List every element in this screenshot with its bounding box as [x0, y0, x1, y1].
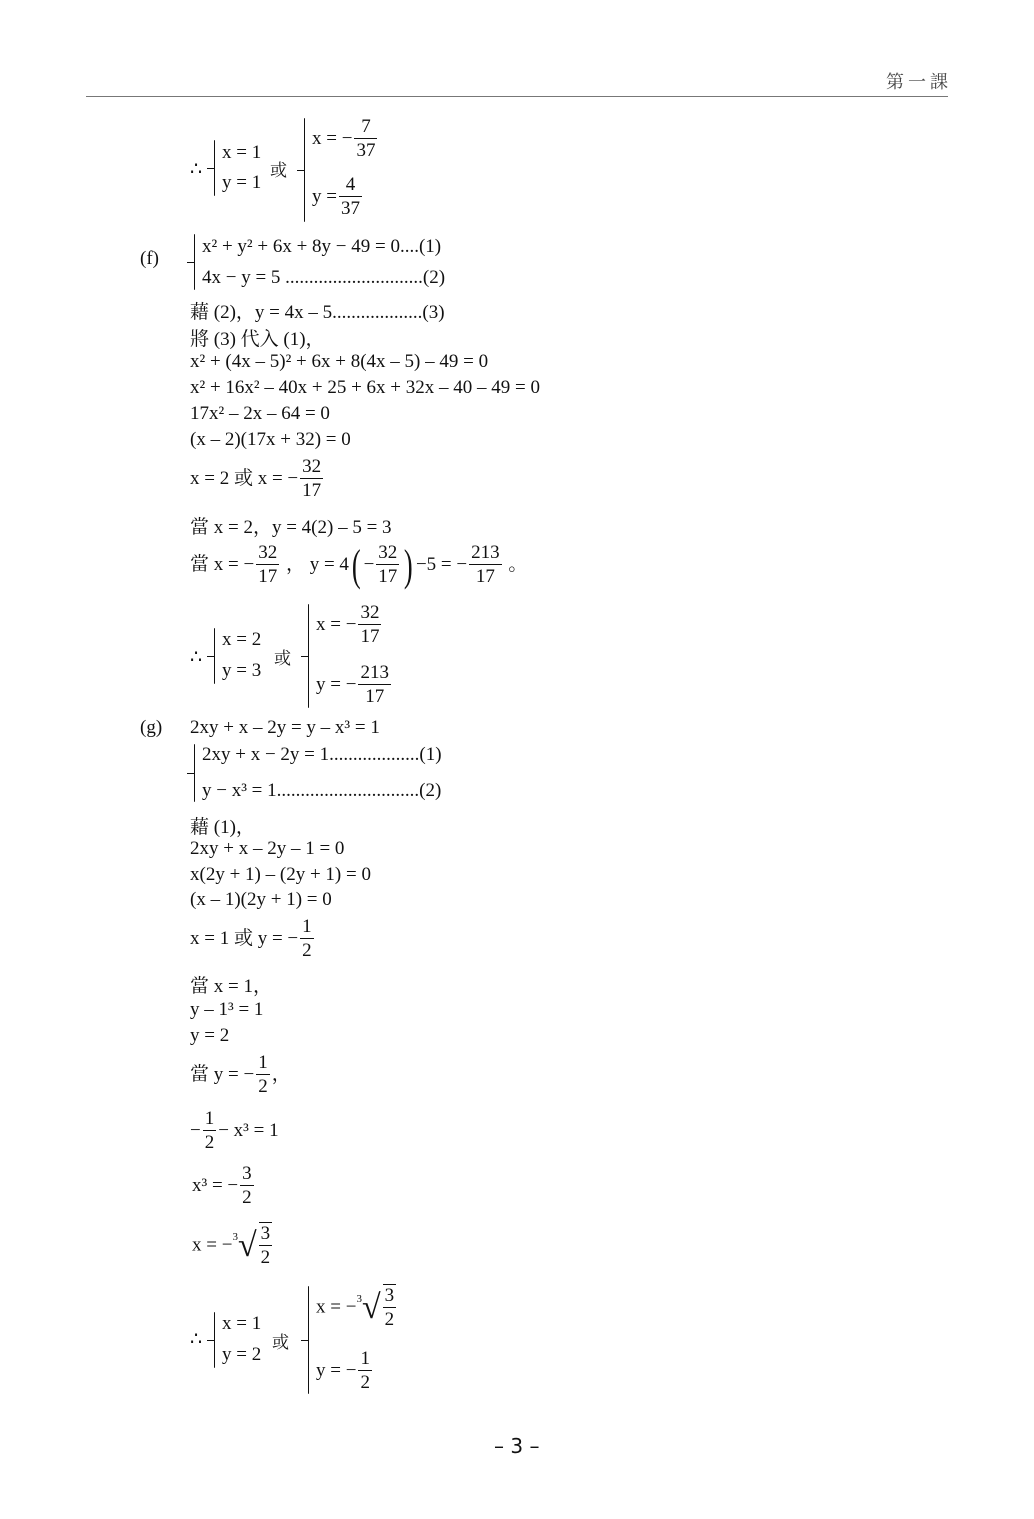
num: 32: [378, 542, 398, 563]
text: − x³ = 1: [218, 1119, 279, 1141]
den: 17: [365, 686, 385, 707]
part-label-f: (f): [140, 248, 159, 269]
fraction: [300, 916, 314, 963]
step-line: 當 x = 1，: [190, 976, 272, 997]
num: 1: [360, 1348, 370, 1369]
den: 2: [360, 1372, 370, 1393]
eq-line: x² + y² + 6x + 8y − 49 = 0....(1): [202, 236, 442, 257]
text: x³ = −: [192, 1174, 239, 1196]
eq-line: [316, 662, 393, 709]
cube-root: [356, 1284, 398, 1332]
eq-line: [312, 174, 364, 221]
eq-line: [316, 1348, 374, 1395]
eq-line: 4x − y = 5 .............................(2): [202, 267, 446, 288]
text: x = −: [316, 613, 357, 635]
page-number: – 3 –: [494, 1434, 540, 1458]
therefore-symbol: ∴: [190, 647, 203, 668]
root-index: 3: [232, 1231, 238, 1244]
text: 。: [508, 553, 528, 575]
brace: [214, 1312, 215, 1368]
num: 1: [302, 916, 312, 937]
step-line: [190, 542, 527, 589]
or-word: 或: [272, 1333, 289, 1353]
text: −: [190, 1119, 201, 1141]
fraction: [240, 1163, 254, 1210]
num: 1: [258, 1052, 268, 1073]
or-word: 或: [274, 649, 291, 669]
brace: [304, 118, 305, 222]
num: 4: [339, 174, 362, 197]
eq-line: [316, 602, 383, 649]
den: 37: [340, 198, 360, 219]
fraction: [383, 1284, 397, 1332]
den: 2: [242, 1187, 252, 1208]
fraction: [300, 456, 323, 503]
fraction: [358, 1348, 372, 1395]
step-line: [190, 916, 316, 963]
paren: (: [351, 540, 361, 590]
step-line: 藉 (1)，: [190, 817, 255, 838]
den: 17: [378, 566, 398, 587]
step-line: 將 (3) 代入 (1)，: [190, 329, 325, 350]
step-line: 17x² – 2x – 64 = 0: [190, 403, 330, 424]
fraction: [339, 174, 362, 221]
fraction: [469, 542, 502, 589]
step-line: 當 x = 2，y = 4(2) – 5 = 3: [190, 517, 392, 538]
step-line: [192, 1222, 274, 1270]
eq-line: x = 1: [222, 1313, 262, 1334]
part-label-g: (g): [140, 717, 163, 738]
num: 32: [360, 602, 380, 623]
text: x = −: [312, 127, 353, 149]
fraction: [376, 542, 399, 589]
or-word: 或: [270, 161, 287, 181]
step-line: x(2y + 1) – (2y + 1) = 0: [190, 864, 371, 885]
brace: [194, 234, 195, 290]
eq-line: y − x³ = 1..............................(2): [202, 780, 442, 801]
fraction: [256, 1052, 270, 1099]
step-line: [192, 1163, 256, 1210]
den: 2: [302, 940, 312, 961]
text: 當 y = −: [190, 1063, 255, 1085]
num: 3: [384, 1285, 395, 1306]
eq-line: x = 2: [222, 629, 262, 650]
text: −5 = −: [415, 553, 468, 575]
text: −: [363, 553, 375, 575]
fraction: [256, 542, 279, 589]
den: 2: [384, 1309, 395, 1330]
brace: [308, 604, 309, 708]
radical-icon: √: [361, 1289, 381, 1326]
fraction: [358, 662, 391, 709]
text: x = 2 或 x = −: [190, 467, 299, 489]
step-line: 藉 (2)，y = 4x – 5...................(3): [190, 302, 445, 323]
den: 37: [356, 140, 376, 161]
num: 1: [204, 1108, 215, 1129]
root-index: 3: [356, 1293, 362, 1306]
radical-icon: √: [237, 1227, 257, 1264]
eq-line: y = 3: [222, 660, 262, 681]
eq-line: 2xy + x − 2y = 1...................(1): [202, 744, 442, 765]
den: 17: [360, 626, 380, 647]
fraction: [203, 1108, 217, 1155]
fraction: [358, 602, 381, 649]
num: 3: [242, 1163, 252, 1184]
num: 32: [302, 456, 322, 477]
num: 7: [354, 116, 377, 139]
step-line: x² + 16x² – 40x + 25 + 6x + 32x – 40 – 49 = 0: [190, 377, 540, 398]
step-line: (x – 2)(17x + 32) = 0: [190, 429, 351, 450]
text: ， y = 4: [285, 553, 349, 575]
text: y = −: [316, 1359, 357, 1381]
text: x = −: [192, 1234, 233, 1256]
brace: [308, 1286, 309, 1394]
fraction: [354, 116, 377, 163]
paren: ): [404, 540, 414, 590]
den: 17: [258, 566, 278, 587]
text: y =: [312, 185, 337, 207]
step-line: [190, 1052, 291, 1099]
text: ，: [271, 1063, 291, 1085]
step-line: [190, 456, 325, 503]
text: y = −: [316, 673, 357, 695]
fraction: [259, 1222, 273, 1270]
num: 213: [360, 662, 389, 683]
eq-line: [316, 1284, 398, 1332]
den: 17: [302, 480, 322, 501]
therefore-symbol: ∴: [190, 159, 203, 180]
den: 2: [258, 1076, 268, 1097]
cube-root: [232, 1222, 274, 1270]
eq-line: x = 1: [222, 142, 262, 163]
text: x = 1 或 y = −: [190, 927, 299, 949]
brace: [194, 744, 195, 802]
den: 17: [475, 566, 495, 587]
num: 3: [260, 1223, 271, 1244]
step-line: 2xy + x – 2y = y – x³ = 1: [190, 717, 380, 738]
num: 213: [471, 542, 500, 563]
step-line: [190, 1108, 279, 1155]
step-line: y = 2: [190, 1025, 230, 1046]
therefore-symbol: ∴: [190, 1329, 203, 1350]
text: 當 x = −: [190, 553, 255, 575]
header-rule: [86, 96, 948, 97]
eq-line: y = 1: [222, 172, 262, 193]
num: 32: [258, 542, 278, 563]
den: 2: [204, 1132, 215, 1153]
eq-line: y = 2: [222, 1344, 262, 1365]
step-line: y – 1³ = 1: [190, 999, 264, 1020]
eq-line: [312, 116, 379, 163]
brace: [214, 628, 215, 684]
step-line: (x – 1)(2y + 1) = 0: [190, 889, 332, 910]
den: 2: [260, 1247, 271, 1268]
text: x = −: [316, 1296, 357, 1318]
brace: [214, 140, 215, 196]
step-line: x² + (4x – 5)² + 6x + 8(4x – 5) – 49 = 0: [190, 351, 489, 372]
lesson-header: 第一課: [886, 72, 952, 93]
step-line: 2xy + x – 2y – 1 = 0: [190, 838, 345, 859]
